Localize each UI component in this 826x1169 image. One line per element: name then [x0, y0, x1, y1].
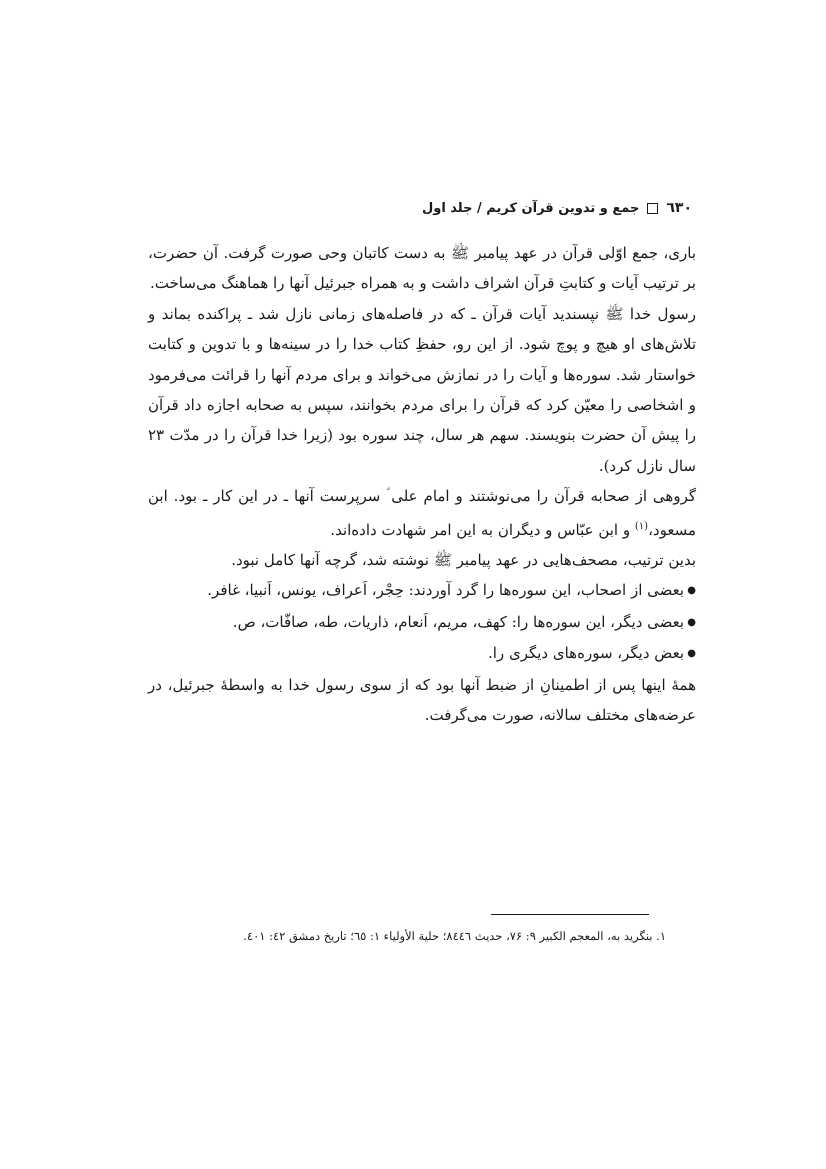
- paragraph-1: باری، جمع اوّلی قرآن در عهد پیامبر ﷺ به دست کاتبان وحی صورت گرفت. آن حضرت، بر ترتیب آیات و کتابتِ قرآن اشراف داشت و به همراه جبرئیل آنها را هماهنگ می‌ساخت.: [148, 244, 696, 293]
- running-header: [420, 196, 692, 220]
- footnote-reference[interactable]: (۱): [634, 520, 649, 532]
- bullet-item: ● بعض دیگر، سوره‌های دیگری را.: [148, 638, 696, 669]
- footnote-divider: [491, 914, 649, 915]
- bullet-item: ● بعضی دیگر، این سوره‌ها را: کهف، مریم، اَنعام، ذاریات، طه، صافّات، ص.: [148, 607, 696, 638]
- page-number: ٦٣٠: [666, 200, 692, 216]
- bullet-item: ● بعضی از اصحاب، این سوره‌ها را گرد آوردند: حِجْر، اَعراف، یونس، اَنبیا، غافر.: [148, 575, 696, 606]
- square-outline-icon: [647, 203, 658, 214]
- closing-paragraph: همهٔ اینها پس از اطمینانِ از ضبط آنها بود که از سوی رسول خدا به واسطهٔ جبرئیل، در عرضه‌های مختلف سالانه، صورت می‌گرفت.: [148, 675, 696, 725]
- paragraph-3-text-end: و ابن عبّاس و دیگران به این امر شهادت داده‌اند.: [330, 520, 635, 539]
- main-text: [148, 238, 696, 731]
- footnote: ۱. بنگرید به، المعجم الکبیر ۹: ۷۶، حدیث ۸٤٤٦؛ حلیة الأولیاء ۱: ٦٥؛ تاریخ دمشق ٤۲: ٤٠۱.: [243, 929, 666, 943]
- paragraph-2: رسول خدا ﷺ نپسندید آیات قرآن ـ که در فاصله‌های زمانی نازل شد ـ پراکنده بماند و تلاش‌های او هیچ و پوچ شود. از این رو، حفظِ کتاب خدا را در سینه‌ها و با تدوین و کتابت خواستار شد. سوره‌ها و آیات را در نمازش می‌خواند و برای مردم آنها را قرائت می‌فرمود و اشخاصی را معیّن کرد که قرآن را برای مردم بخوانند، سپس به صحابه اجازه داد قرآن را پیش آن حضرت بنویسند. سهم هر سال، چند سوره بود (زیرا خدا قرآن را در مدّت ۲۳ سال نازل کرد).: [148, 304, 696, 475]
- running-title: جمع و تدوین قرآن کریم / جلد اول: [421, 200, 640, 216]
- paragraph-3: [148, 481, 696, 545]
- paragraph-4: بدین ترتیب، مصحف‌هایی در عهد پیامبر ﷺ نوشته شد، گرچه آنها کامل نبود.: [231, 551, 696, 570]
- paragraph-3-text: گروهی از صحابه قرآن را می‌نوشتند و امام علی ؑ سرپرست آنها ـ در این کار ـ بود. ابن مسعود،: [148, 487, 696, 539]
